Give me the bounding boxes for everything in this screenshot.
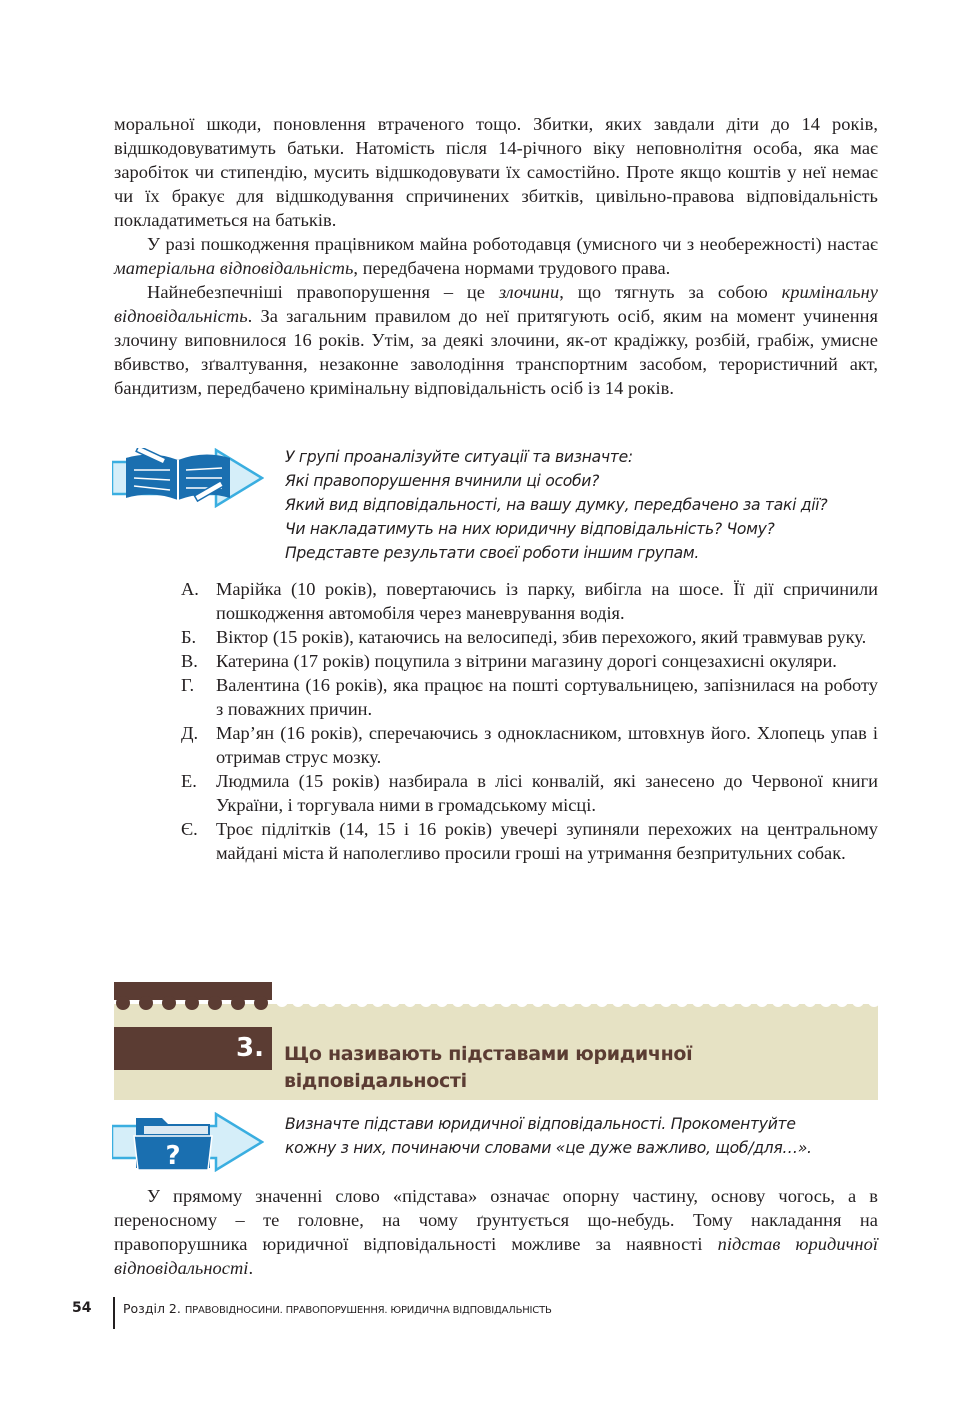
- paragraph-3-emphasis-1: злочини: [498, 282, 560, 302]
- list-marker: Д.: [181, 723, 199, 743]
- banner-dot: [162, 996, 176, 1010]
- definition-task: [285, 1112, 885, 1160]
- banner-scallop: [420, 995, 432, 1007]
- banner-dot: [254, 996, 268, 1010]
- list-item: [181, 577, 878, 625]
- closing-paragraph-block: [114, 1184, 878, 1280]
- closing-text-a: У прямому значенні слово «підстава» означає опорну частину, основу чогось, а в переносному – те головне, на чому ґрунтується що-небудь. Тому накладання на правопорушника юридичної відповідальності можливе за наявності: [114, 1186, 878, 1254]
- banner-dot: [185, 996, 199, 1010]
- banner-scallop: [820, 995, 832, 1007]
- banner-scallop: [772, 995, 784, 1007]
- paragraph-3: [114, 280, 878, 400]
- banner-scallop: [452, 995, 464, 1007]
- section-title: [284, 1041, 844, 1095]
- list-item-text: Валентина (16 років), яка працює на пошті сортувальницею, запізнилася на роботу з поважних причин.: [216, 675, 878, 719]
- list-marker: В.: [181, 651, 198, 671]
- list-item-text: Троє підлітків (14, 15 і 16 років) увечері зупиняли перехожих на центральному майдані міста й наполегливо просили гроші на утримання безпритульних собак.: [216, 819, 878, 863]
- group-task: [285, 445, 885, 565]
- list-item: [181, 721, 878, 769]
- closing-text-b: .: [248, 1258, 254, 1278]
- banner-scallop: [308, 995, 320, 1007]
- paragraph-1: моральної шкоди, поновлення втраченого тощо. Збитки, яких завдали діти до 14 років, відшкодовуватимуть батьки. Натомість після 14-річного віку неповнолітня особа, яка має заробіток чи стипендію, мусить відшкодовувати їх самостійно. Проте якщо коштів у неї немає чи їх бракує для відшкодування спричинених збитків, цивільно-правова відповідальність покладатиметься на батьків.: [114, 114, 878, 230]
- paragraph-2-emphasis: матеріальна відповідальність: [114, 258, 354, 278]
- section-title-line-2: відповідальності: [284, 1070, 467, 1092]
- list-item-text: Марійка (10 років), повертаючись із парку, вибігла на шосе. Її дії спричинили пошкодження автомобіля через маневрування водія.: [216, 579, 878, 623]
- list-marker: Б.: [181, 627, 197, 647]
- paragraph-2-text-b: , передбачена нормами трудового права.: [353, 258, 671, 278]
- section-title-line-1: Що називають підставами юридичної: [284, 1043, 693, 1065]
- list-marker: А.: [181, 579, 199, 599]
- banner-dot: [208, 996, 222, 1010]
- closing-emphasis: підстав юридичної відповідальності: [114, 1234, 878, 1278]
- task-line: Який вид відповідальності, на вашу думку, передбачено за такі дії?: [285, 496, 828, 514]
- list-marker: Є.: [181, 819, 198, 839]
- closing-paragraph: [114, 1184, 878, 1280]
- banner-scallop: [676, 995, 688, 1007]
- list-item-text: Людмила (15 років) назбирала в лісі конвалій, які занесено до Червоної книги України, і торгувала ними в громадському місці.: [216, 771, 878, 815]
- banner-scallop: [356, 995, 368, 1007]
- banner-dot: [139, 996, 153, 1010]
- paragraph-3-text-b: , що тягнуть за собою: [559, 282, 782, 302]
- task-line: кожну з них, починаючи словами «це дуже важливо, щоб/для…».: [285, 1139, 812, 1157]
- footer-divider: [113, 1297, 115, 1329]
- paragraph-3-text-c: . За загальним правилом до неї притягують осіб, яким на момент учинення злочину виповнилося 16 років. Утім, за деякі злочини, як-от крадіжку, розбій, грабіж, умисне вбивство, зґвалтування, незаконне заволодіння транспортним засобом, терористичний акт, бандитизм, передбачено кримінальну відповідальність осіб із 14 років.: [114, 306, 878, 398]
- banner-scallop: [756, 995, 768, 1007]
- banner-scallop: [804, 995, 816, 1007]
- banner-scallop: [372, 995, 384, 1007]
- task-line: Які правопорушення вчинили ці особи?: [285, 472, 600, 490]
- task-line: Визначте підстави юридичної відповідальності. Прокоментуйте: [285, 1115, 796, 1133]
- banner-scallop: [324, 995, 336, 1007]
- banner-scallop: [740, 995, 752, 1007]
- banner-scallop: [516, 995, 528, 1007]
- banner-scallop: [836, 995, 848, 1007]
- banner-scallop: [708, 995, 720, 1007]
- paragraph-3-block: [114, 280, 878, 400]
- task-line: Представте результати своєї роботи іншим групам.: [285, 544, 699, 562]
- banner-scallop: [644, 995, 656, 1007]
- footer-chapter-title: ПРАВОВІДНОСИНИ. ПРАВОПОРУШЕННЯ. ЮРИДИЧНА ВІДПОВІДАЛЬНІСТЬ: [184, 1305, 552, 1316]
- banner-scallop: [868, 995, 880, 1007]
- footer-chapter: Розділ 2.: [123, 1301, 181, 1316]
- section-number: 3.: [236, 1033, 264, 1063]
- banner-scallop: [436, 995, 448, 1007]
- banner-scallop: [660, 995, 672, 1007]
- list-marker: Е.: [181, 771, 197, 791]
- list-item: [181, 817, 878, 865]
- banner-scallop: [532, 995, 544, 1007]
- list-item-text: Катерина (17 років) поцупила з вітрини магазину дорогі сонцезахисні окуляри.: [216, 651, 837, 671]
- list-item: [181, 769, 878, 817]
- banner-scallop: [852, 995, 864, 1007]
- banner-dot: [231, 996, 245, 1010]
- running-footer: [123, 1301, 552, 1316]
- banner-scallop: [468, 995, 480, 1007]
- paragraph-2-text-a: У разі пошкодження працівником майна роботодавця (умисного чи з необережності) настає: [147, 234, 878, 254]
- situations-list: [181, 577, 878, 865]
- banner-scallop: [548, 995, 560, 1007]
- banner-scallop: [628, 995, 640, 1007]
- list-item: [181, 673, 878, 721]
- task-line: Чи накладатимуть на них юридичну відповідальність? Чому?: [285, 520, 775, 538]
- banner-dot: [116, 996, 130, 1010]
- list-marker: Г.: [181, 675, 195, 695]
- banner-scallop: [724, 995, 736, 1007]
- banner-scallop: [612, 995, 624, 1007]
- banner-scallop: [388, 995, 400, 1007]
- intro-paragraph-block: [114, 112, 878, 232]
- banner-scallop: [292, 995, 304, 1007]
- banner-scallop: [596, 995, 608, 1007]
- banner-scallop: [788, 995, 800, 1007]
- list-item: [181, 625, 878, 649]
- paragraph-3-emphasis-2: кримінальну відповідальність: [114, 282, 878, 326]
- banner-scallop: [692, 995, 704, 1007]
- banner-scallop: [340, 995, 352, 1007]
- banner-scallop: [276, 995, 288, 1007]
- svg-text:?: ?: [165, 1141, 181, 1171]
- folder-question-arrow-icon: [112, 1112, 264, 1177]
- banner-scallop: [404, 995, 416, 1007]
- banner-scallop: [484, 995, 496, 1007]
- banner-scallop: [580, 995, 592, 1007]
- task-line: У групі проаналізуйте ситуації та визначте:: [285, 448, 633, 466]
- paragraph-2-block: [114, 232, 878, 280]
- list-item-text: Мар’ян (16 років), сперечаючись з однокласником, штовхнув його. Хлопець упав і отримав струс мозку.: [216, 723, 878, 767]
- banner-scallop: [500, 995, 512, 1007]
- banner-scallop: [564, 995, 576, 1007]
- list-item: [181, 649, 878, 673]
- list-item-text: Віктор (15 років), катаючись на велосипеді, збив перехожого, який травмував руку.: [216, 627, 867, 647]
- paragraph-3-text-a: Найнебезпечніші правопорушення – це: [147, 282, 499, 302]
- book-pencil-arrow-icon: [112, 448, 264, 513]
- paragraph-2: [114, 232, 878, 280]
- page-number: 54: [72, 1300, 92, 1316]
